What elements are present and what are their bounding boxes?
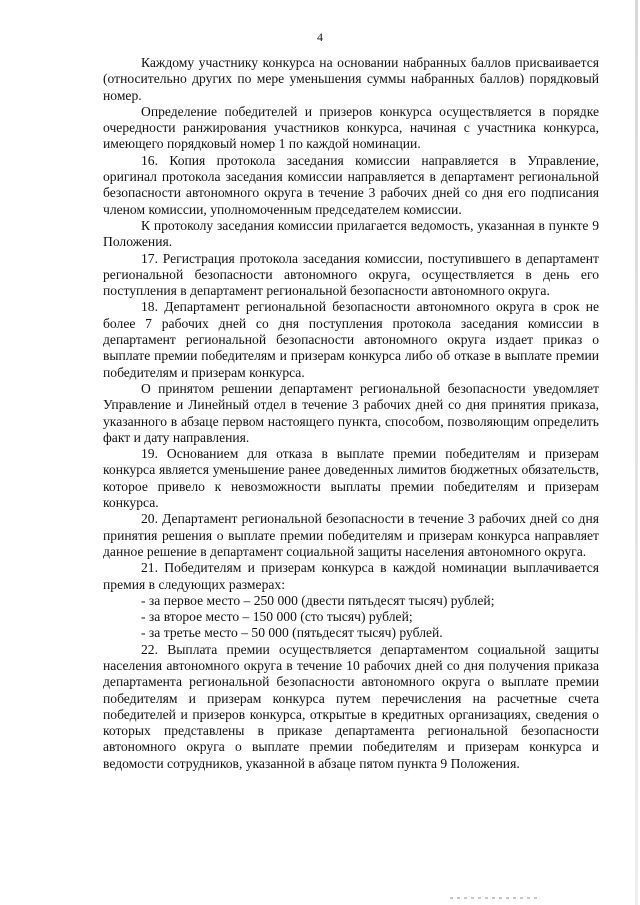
- paragraph-17-registration: 17. Регистрация протокола заседания комиссии, поступившего в департамент региональной безопасности автономного округа, осуществляется в день его поступления в департамент региональной безопасности автономного округа.: [103, 250, 599, 299]
- paragraph-ordinal-number: Каждому участнику конкурса на основании набранных баллов присваивается (относительно других по мере уменьшения суммы набранных баллов) порядковый номер.: [103, 55, 599, 103]
- prize-third-place: - за третье место – 50 000 (пятьдесят тысяч) рублей.: [141, 625, 443, 641]
- paragraph-decision-notice: О принятом решении департамент региональной безопасности уведомляет Управление и Линейный отдел в течение 3 рабочих дней со дня принятия приказа, указанного в абзаце первом настоящего пункта, способом, позволяющим определить факт и дату направления.: [103, 380, 599, 445]
- paragraph-16-protocol-copy: 16. Копия протокола заседания комиссии направляется в Управление, оригинал протокола заседания комиссии направляется в департамент региональной безопасности автономного округа в течение 3 рабочих дней со дня его подписания членом комиссии, уполномоченным председателем комиссии.: [103, 152, 599, 217]
- scan-bottom-artifact: [450, 897, 540, 899]
- page-number: 4: [317, 30, 323, 44]
- paragraph-19-refusal-basis: 19. Основанием для отказа в выплате премии победителям и призерам конкурса является уменьшение ранее доведенных лимитов бюджетных обязательств, которое привело к невозможности выплаты премии победителям и призерам конкурса.: [103, 446, 599, 511]
- paragraph-winner-determination: Определение победителей и призеров конкурса осуществляется в порядке очередности ранжирования участников конкурса, начиная с участника конкурса, имеющего порядковый номер 1 по каждой номинации.: [103, 103, 599, 152]
- prize-first-place: - за первое место – 250 000 (двести пятьдесят тысяч) рублей;: [141, 592, 495, 608]
- document-body: [103, 55, 599, 772]
- paragraph-protocol-statement: К протоколу заседания комиссии прилагается ведомость, указанная в пункте 9 Положения.: [103, 217, 599, 250]
- paragraph-21-prize-amounts: 21. Победителям и призерам конкурса в каждой номинации выплачивается премия в следующих размерах:: [103, 560, 599, 592]
- paragraph-22-payment: 22. Выплата премии осуществляется департаментом социальной защиты населения автономного округа в течение 10 рабочих дней со дня получения приказа департамента региональной безопасности автономного округа о выплате премии победителям и призерам конкурса путем перечисления на расчетные счета победителей и призеров конкурса, открытые в кредитных организациях, сведения о которых представлены в приказе департамента региональной безопасности автономного округа о выплате премии победителям и призерам конкурса и ведомости сотрудников, указанной в абзаце пятом пункта 9 Положения.: [103, 641, 599, 771]
- paragraph-20-decision-transfer: 20. Департамент региональной безопасности в течение 3 рабочих дней со дня принятия решения о выплате премии победителям и призерам конкурса направляет данное решение в департамент социальной защиты населения автономного округа.: [103, 511, 599, 559]
- scan-edge-shadow: [635, 0, 638, 905]
- prize-second-place: - за второе место – 150 000 (сто тысяч) рублей;: [141, 609, 413, 625]
- paragraph-18-order: 18. Департамент региональной безопасности автономного округа в срок не более 7 рабочих дней со дня поступления протокола заседания комиссии в департамент региональной безопасности автономного округа издает приказ о выплате премии победителям и призерам конкурса либо об отказе в выплате премии победителям и призерам конкурса.: [103, 299, 599, 380]
